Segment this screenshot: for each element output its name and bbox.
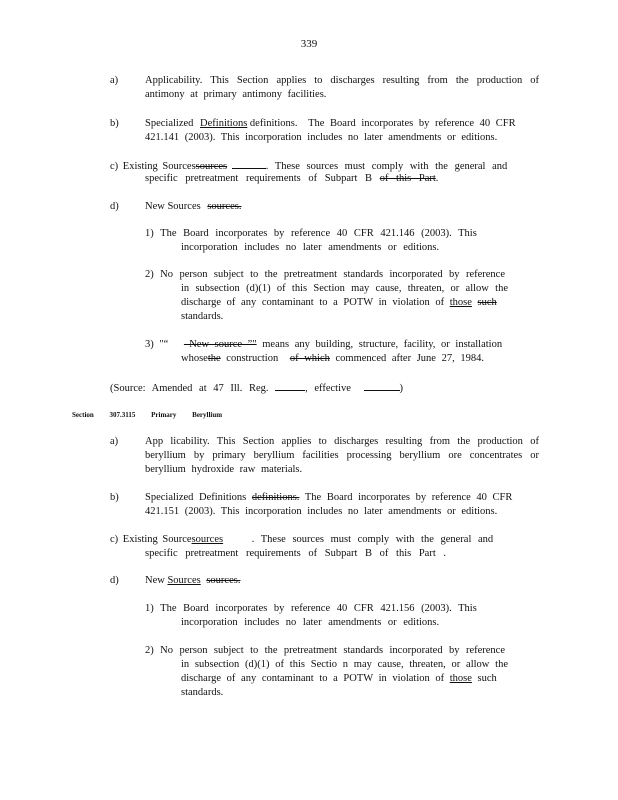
paragraph-d1-line: incorporation includes no later amendments or editions. [181,242,440,253]
page-number: 339 [300,38,318,50]
deleted-text: the [207,353,221,364]
subsection-a-line: antimony at primary antimony facilities. [145,89,327,100]
paragraph-d2-line: standards. [181,687,224,698]
text-run: The Board incorporates by reference 40 CFR [304,492,513,503]
paragraph-d2-line: in subsection (d)(1) of this Sectio n may cause, threaten, or allow the [181,659,508,670]
paragraph-d2-line: standards. [181,311,224,322]
text-run: such [477,673,497,684]
text-run: Specialized [145,118,194,129]
paragraph-d1-line: 1) The Board incorporates by reference 40 CFR 421.156 (2003). This [145,603,477,614]
paragraph-d2-line: 2) No person subject to the pretreatment standards incorporated by reference [145,269,505,280]
inserted-text: sources [191,534,224,545]
text-run: . [435,173,439,184]
subsection-a-line: Applicability. This Section applies to discharges resulting from the production of [145,75,539,86]
subsection-a-label: a) [110,436,119,447]
subsection-a-label: a) [110,75,119,86]
deleted-text: of which [289,353,330,364]
deleted-text: sources [195,161,228,172]
text-run: c) Existing Source [110,534,192,545]
text-run: discharge of any contaminant to a POTW in violation of [181,673,445,684]
subsection-c-line: specific pretreatment requirements of Subpart B of this Part . [145,548,447,559]
subsection-b-line: 421.141 (2003). This incorporation includes no later amendments or editions. [145,132,498,143]
subsection-a-line: beryllium hydroxide raw materials. [145,464,303,475]
text-run: whose [181,353,208,364]
text-run: Specialized Definitions [145,492,247,503]
inserted-text: Definitions [200,118,248,129]
subsection-d-line [145,574,250,588]
text-run: New [145,575,165,586]
text-run: means any building, structure, facility, or installation [262,339,503,350]
section-heading: Section 307.3115 Primary Beryllium [72,411,223,419]
deleted-text: sources. [206,575,241,586]
subsection-d-line [145,200,253,214]
subsection-a-line: beryllium by primary beryllium facilities processing beryllium ore concentrates or [145,450,539,461]
paragraph-d3-line [181,352,484,366]
deleted-text: sources. [207,201,242,212]
subsection-a-line: App licability. This Section applies to discharges resulting from the production of [145,436,539,447]
subsection-b-line [145,491,512,505]
blank-register-cite [275,380,305,391]
blank-effective-date [364,380,400,391]
strike-line [232,158,266,169]
text-run: 3) "“ [145,339,169,350]
subsection-c-line [110,533,493,547]
deleted-text: such [477,297,497,308]
subsection-c-line [145,172,438,186]
subsection-b-line [145,117,539,131]
text-run: . These sources must comply with the general and [251,534,494,545]
inserted-text: those [449,297,472,308]
paragraph-d1-line: incorporation includes no later amendments or editions. [181,617,440,628]
text-run: ) [399,383,404,394]
subsection-b-label: b) [110,118,119,129]
inserted-text: those [449,673,472,684]
text-run: New Sources [145,201,201,212]
text-run: definitions. [249,118,298,129]
text-run: . These sources must comply with the general and [265,161,508,172]
inserted-text: Sources [167,575,201,586]
paragraph-d1-line: 1) The Board incorporates by reference 40 CFR 421.146 (2003). This [145,228,477,239]
paragraph-d2-line [181,296,497,310]
paragraph-d3-line [145,338,502,352]
text-run: construction [226,353,279,364]
deleted-text: definitions. [251,492,300,503]
text-run: c) Existing Sources [110,161,196,172]
text-run: , effective [305,383,351,394]
text-run: discharge of any contaminant to a POTW in violation of [181,297,445,308]
subsection-d-label: d) [110,575,119,586]
text-run: The Board incorporates by reference 40 CFR [308,118,516,129]
deleted-text: –New source ”" [183,339,257,350]
subsection-d-label: d) [110,201,119,212]
deleted-text: of this Part [379,173,436,184]
text-run: (Source: Amended at 47 Ill. Reg. [110,383,269,394]
paragraph-d2-line: in subsection (d)(1) of this Section may cause, threaten, or allow the [181,283,508,294]
source-note [110,380,403,396]
paragraph-d2-line: 2) No person subject to the pretreatment standards incorporated by reference [145,645,505,656]
text-run: specific pretreatment requirements of Subpart B [145,173,373,184]
subsection-b-line: 421.151 (2003). This incorporation includes no later amendments or editions. [145,506,498,517]
paragraph-d2-line [181,672,497,686]
text-run: commenced after June 27, 1984. [335,353,484,364]
subsection-b-label: b) [110,492,119,503]
